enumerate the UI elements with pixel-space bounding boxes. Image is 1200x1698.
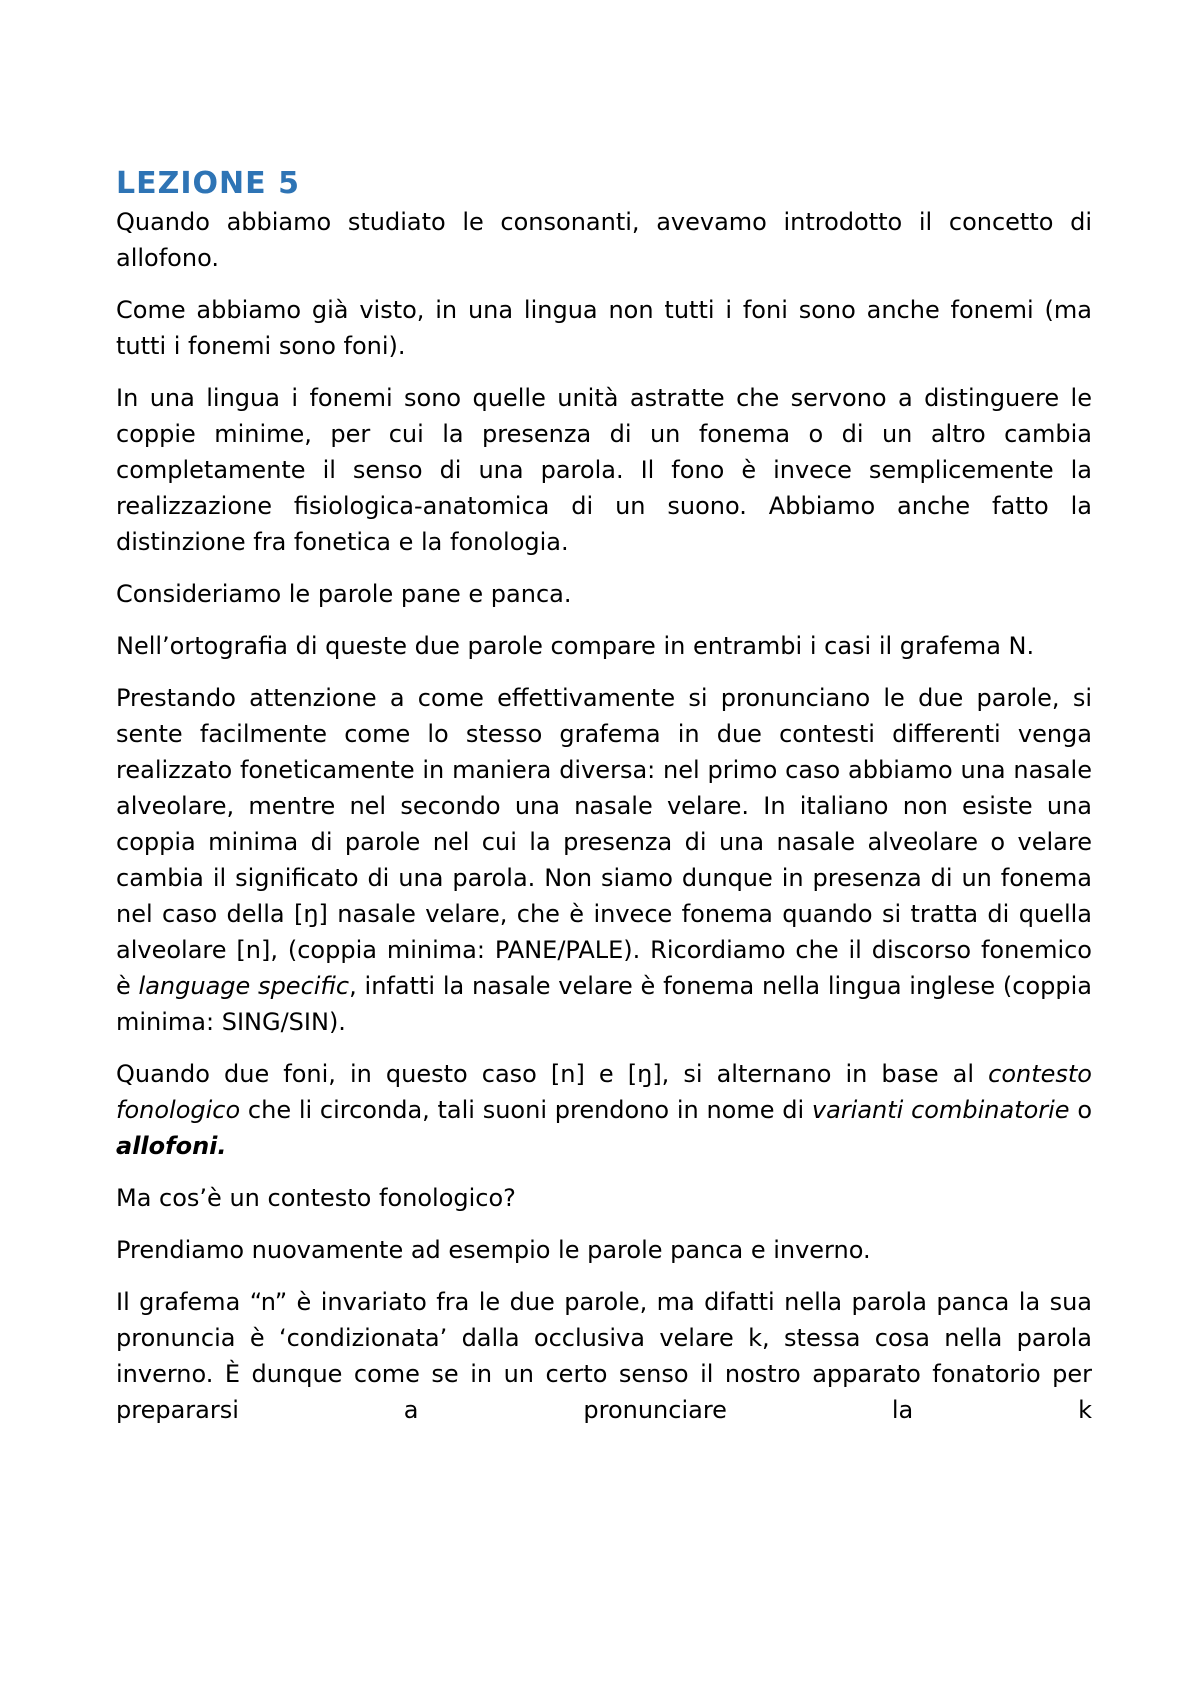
paragraph-3: In una lingua i fonemi sono quelle unità astratte che servono a distinguere le coppie minime, per cui la presenza di un fonema o di un altro cambia completamente il senso di una parola. Il fono è invece semplicemente la realizzazione fisiologica-anatomica di un suono. Abbiamo anche fatto la distinzione fra fonetica e la fonologia. <box>116 384 1092 556</box>
paragraph-7-text-3: o <box>1069 1096 1093 1124</box>
paragraph-6-text-1: Prestando attenzione a come effettivamente si pronunciano le due parole, si sente facilmente come lo stesso grafema in due contesti differenti venga realizzato foneticamente in maniera diversa: nel primo caso abbiamo una nasale alveolare, mentre nel secondo una nasale velare. In italiano non esiste una coppia minima di parole nel cui la presenza di una nasale alveolare o velare cambia il significato di una parola. Non siamo dunque in presenza di un fonema nel caso della [ŋ] nasale velare, che è invece fonema quando si tratta di quella alveolare [n], (coppia minima: PANE/PALE). Ricordiamo che il discorso fonemico è <box>116 684 1092 1000</box>
paragraph-7-text-1: Quando due foni, in questo caso [n] e [ŋ], si alternano in base al <box>116 1060 989 1088</box>
paragraph-7-emphasis-1: contesto fonologico <box>116 1060 1092 1124</box>
paragraph-8: Ma cos’è un contesto fonologico? <box>116 1184 516 1212</box>
paragraph-7 <box>116 1056 1092 1164</box>
paragraph-7-strong: allofoni. <box>116 1132 227 1160</box>
paragraph-2: Come abbiamo già visto, in una lingua non tutti i foni sono anche fonemi (ma tutti i fonemi sono foni). <box>116 296 1092 360</box>
paragraph-6-text-2: , infatti la nasale velare è fonema nella lingua inglese (coppia minima: SING/SIN). <box>116 972 1092 1036</box>
paragraph-6-emphasis: language specific <box>138 972 350 1000</box>
paragraph-1: Quando abbiamo studiato le consonanti, avevamo introdotto il concetto di allofono. <box>116 208 1092 272</box>
paragraph-5: Nell’ortografia di queste due parole compare in entrambi i casi il grafema N. <box>116 632 1035 660</box>
paragraph-9: Prendiamo nuovamente ad esempio le parole panca e inverno. <box>116 1236 871 1264</box>
paragraph-7-text-2: che li circonda, tali suoni prendono in nome di <box>240 1096 812 1124</box>
lesson-heading: LEZIONE 5 <box>116 166 300 201</box>
paragraph-7-emphasis-2: varianti combinatorie <box>811 1096 1070 1124</box>
paragraph-6 <box>116 680 1092 1040</box>
document-page <box>116 164 1092 1444</box>
paragraph-4: Consideriamo le parole pane e panca. <box>116 580 572 608</box>
paragraph-10: Il grafema “n” è invariato fra le due parole, ma difatti nella parola panca la sua pronuncia è ‘condizionata’ dalla occlusiva velare k, stessa cosa nella parola inverno. È dunque come se in un certo senso il nostro apparato fonatorio per prepararsi a pronunciare la k <box>116 1288 1092 1424</box>
